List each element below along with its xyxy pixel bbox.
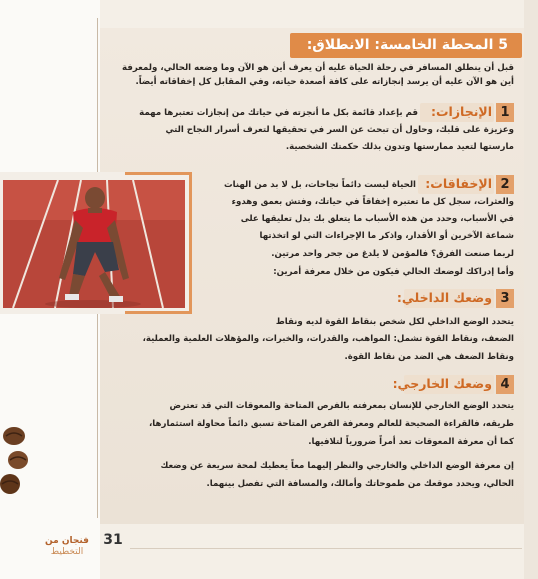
heading-internal-status: وضعك الداخلي: [396, 290, 492, 305]
item-1-line: مارستها لتعيد ممارستها وتدون بذلك حكمتك الشخصية. [285, 142, 514, 152]
item-4-line: طريقه، فالقراءة الصحيحة للعالم ومعرفة الفرص المتاحة تسبق دائماً محاولة استثمارها، [149, 419, 514, 429]
item-2-line: والعثرات، سجل كل ما تعتبره إخفاقاً في حياتك، وفتش بعمق وهدوء [231, 197, 514, 207]
page-number: 31 [103, 532, 123, 548]
brand-line-2: التخطيط [50, 547, 84, 557]
item-3-line: يتحدد الوضع الداخلي لكل شخص بنقاط القوة لديه ونقاط [275, 317, 514, 327]
item-4-line: إن معرفة الوضع الداخلي والخارجي والنظر إليهما معاً يعطيك لمحة سريعة عن وضعك [160, 461, 514, 471]
item-2-line: في الأسباب، وحدد من هذه الأسباب ما يتعلق بك بدل تعليقها على [240, 214, 514, 224]
heading-achievements: الإنجازات: [430, 104, 492, 119]
intro-line: أين هو الآن عليه أن يرسد إنجازاته على كافة أصعدة حياته، وفي المقابل كل إخفاقاته أيضاً. [135, 77, 514, 87]
item-3-line: الضعف، ونقاط القوة تشمل: المواهب، والقدرات، والخبرات، والمؤهلات العلمية والعملية، [142, 334, 514, 344]
item-4-line: الحالي، ويحدد موقعك من طموحاتك وأمالك، والمسافة التي تفصل بينهما. [206, 479, 514, 489]
item-number-3: 3 [496, 289, 514, 308]
item-1-line: قم بإعداد قائمة بكل ما أنجزته في حياتك من إنجازات تعتبرها مهمة [139, 108, 418, 118]
section-title: 5 المحطة الخامسة: الانطلاق: [306, 37, 508, 53]
heading-failures: الإخفاقات: [425, 176, 492, 191]
item-number-4: 4 [496, 375, 514, 394]
item-3-line: ونقاط الضعف هي الضد من نقاط القوة. [344, 352, 514, 362]
footer-rule [130, 548, 522, 549]
item-2-line: شماعة الآخرين أو الأقدار، واذكر ما الإجراءات التي لو اتخذتها [259, 231, 514, 241]
photo-accent-border [125, 172, 192, 314]
item-number-2: 2 [496, 175, 514, 194]
brand-logo [40, 536, 94, 558]
coffee-beans-decoration [0, 424, 28, 500]
page-edge [524, 0, 538, 579]
item-4-line: يتحدد الوضع الخارجي للإنسان بمعرفته بالفرص المتاحة والمعوقات التي قد تعترض [169, 401, 514, 411]
item-2-line: لربما صنعت الفرق؟ فالمؤمن لا يلدغ من جحر واحد مرتين. [271, 249, 514, 259]
item-2-line: الحياة ليست دائماً نجاحات، بل لا بد من الهنات [224, 180, 416, 190]
brand-line-1: فنجان من [45, 536, 89, 546]
intro-line: قبل أن ينطلق المسافر في رحلة الحياة عليه أن يعرف أين هو الآن وما وضعه الحالي، ولمعرفة [121, 63, 514, 73]
item-number-1: 1 [496, 103, 514, 122]
item-4-line: كما أن معرفة المعوقات تعد أمراً ضرورياً لتلافيها. [308, 437, 514, 447]
heading-external-status: وضعك الخارجي: [392, 376, 492, 391]
item-1-line: وعزيزة على قلبك، وحاول أن تبحث عن السر في تحقيقها لتعرف أسرار النجاح التي [165, 125, 514, 135]
item-2-line: وأما إدراكك لوضعك الحالي فيكون من خلال معرفة أمرين: [273, 267, 514, 277]
